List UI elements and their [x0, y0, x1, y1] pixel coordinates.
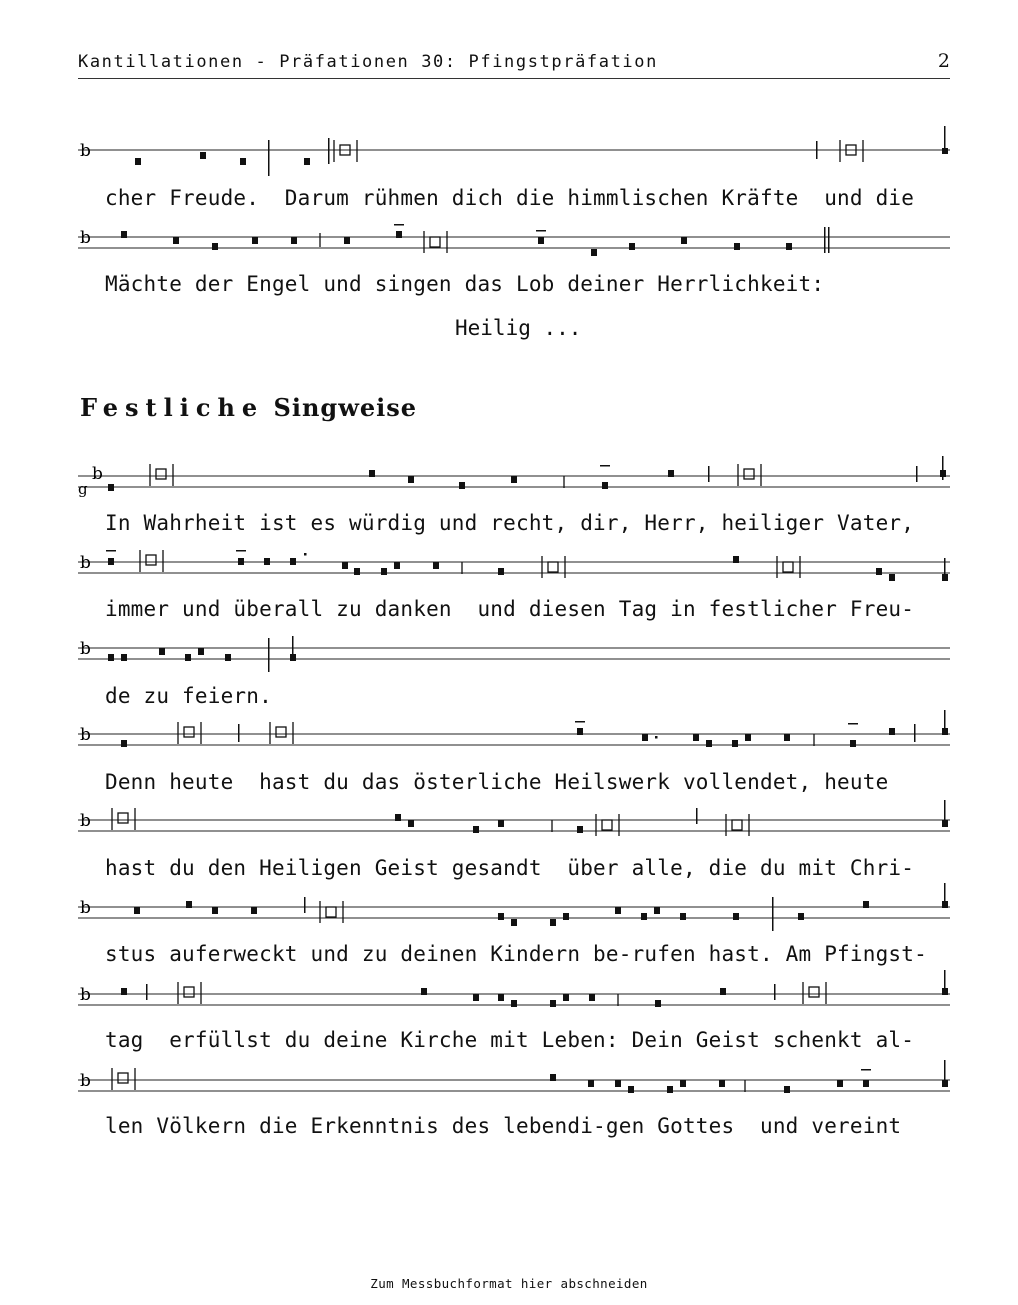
lyric-line: hast du den Heiligen Geist gesandt über alle, die du mit Chri- — [105, 856, 915, 880]
page-title: Kantillationen - Präfationen 30: Pfingstpräfation — [78, 52, 658, 72]
staff-festive-3 — [78, 634, 950, 664]
flat-clef: b — [80, 898, 91, 918]
flat-clef: b — [80, 141, 91, 161]
lyric-line: cher Freude. Darum rühmen dich die himmlischen Kräfte und die — [105, 186, 915, 210]
g-clef: g — [78, 480, 88, 498]
flat-clef: b — [80, 639, 91, 659]
staff-festive-6 — [78, 893, 950, 923]
lyric-line: de zu feiern. — [105, 684, 272, 708]
page-header — [78, 50, 950, 79]
lyric-line: stus auferweckt und zu deinen Kindern be-rufen hast. Am Pfingst- — [105, 942, 927, 966]
staff-2 — [78, 223, 950, 253]
footer-note: Zum Messbuchformat hier abschneiden — [370, 1276, 648, 1291]
flat-clef: b — [80, 811, 91, 831]
lyric-line: Mächte der Engel und singen das Lob deiner Herrlichkeit: — [105, 272, 825, 296]
flat-clef: b — [80, 228, 91, 248]
staff-notation — [78, 223, 950, 263]
staff-notation — [78, 548, 950, 588]
staff-festive-1 — [78, 462, 950, 498]
staff-festive-4 — [78, 720, 950, 750]
staff-notation — [78, 136, 950, 176]
staff-notation — [78, 893, 950, 933]
staff-festive-7 — [78, 980, 950, 1010]
heilig-text: Heilig ... — [455, 316, 582, 340]
staff-notation — [78, 720, 950, 760]
flat-clef: b — [80, 985, 91, 1005]
flat-clef: b — [80, 553, 91, 573]
lyric-line: tag erfüllst du deine Kirche mit Leben: Dein Geist schenkt al- — [105, 1028, 915, 1052]
staff-notation — [78, 1066, 950, 1106]
lyric-line: len Völkern die Erkenntnis des lebendi-gen Gottes und vereint — [105, 1114, 902, 1138]
staff-1 — [78, 136, 950, 166]
staff-notation — [78, 806, 950, 846]
flat-clef: b — [80, 1071, 91, 1091]
section-title — [80, 393, 417, 422]
lyric-line: Denn heute hast du das österliche Heilswerk vollendet, heute — [105, 770, 889, 794]
flat-clef: b — [80, 725, 91, 745]
staff-festive-8 — [78, 1066, 950, 1096]
lyric-line: immer und überall zu danken und diesen Tag in festlicher Freu- — [105, 597, 915, 621]
staff-festive-5 — [78, 806, 950, 836]
staff-notation — [78, 462, 950, 502]
staff-notation — [78, 980, 950, 1020]
lyric-line: In Wahrheit ist es würdig und recht, dir, Herr, heiliger Vater, — [105, 511, 915, 535]
page-number: 2 — [937, 50, 950, 72]
section-title-spaced: Festliche — [80, 393, 265, 422]
staff-notation — [78, 634, 950, 674]
section-title-rest: Singweise — [273, 393, 418, 422]
staff-festive-2 — [78, 548, 950, 578]
flat-clef: b — [92, 464, 103, 484]
